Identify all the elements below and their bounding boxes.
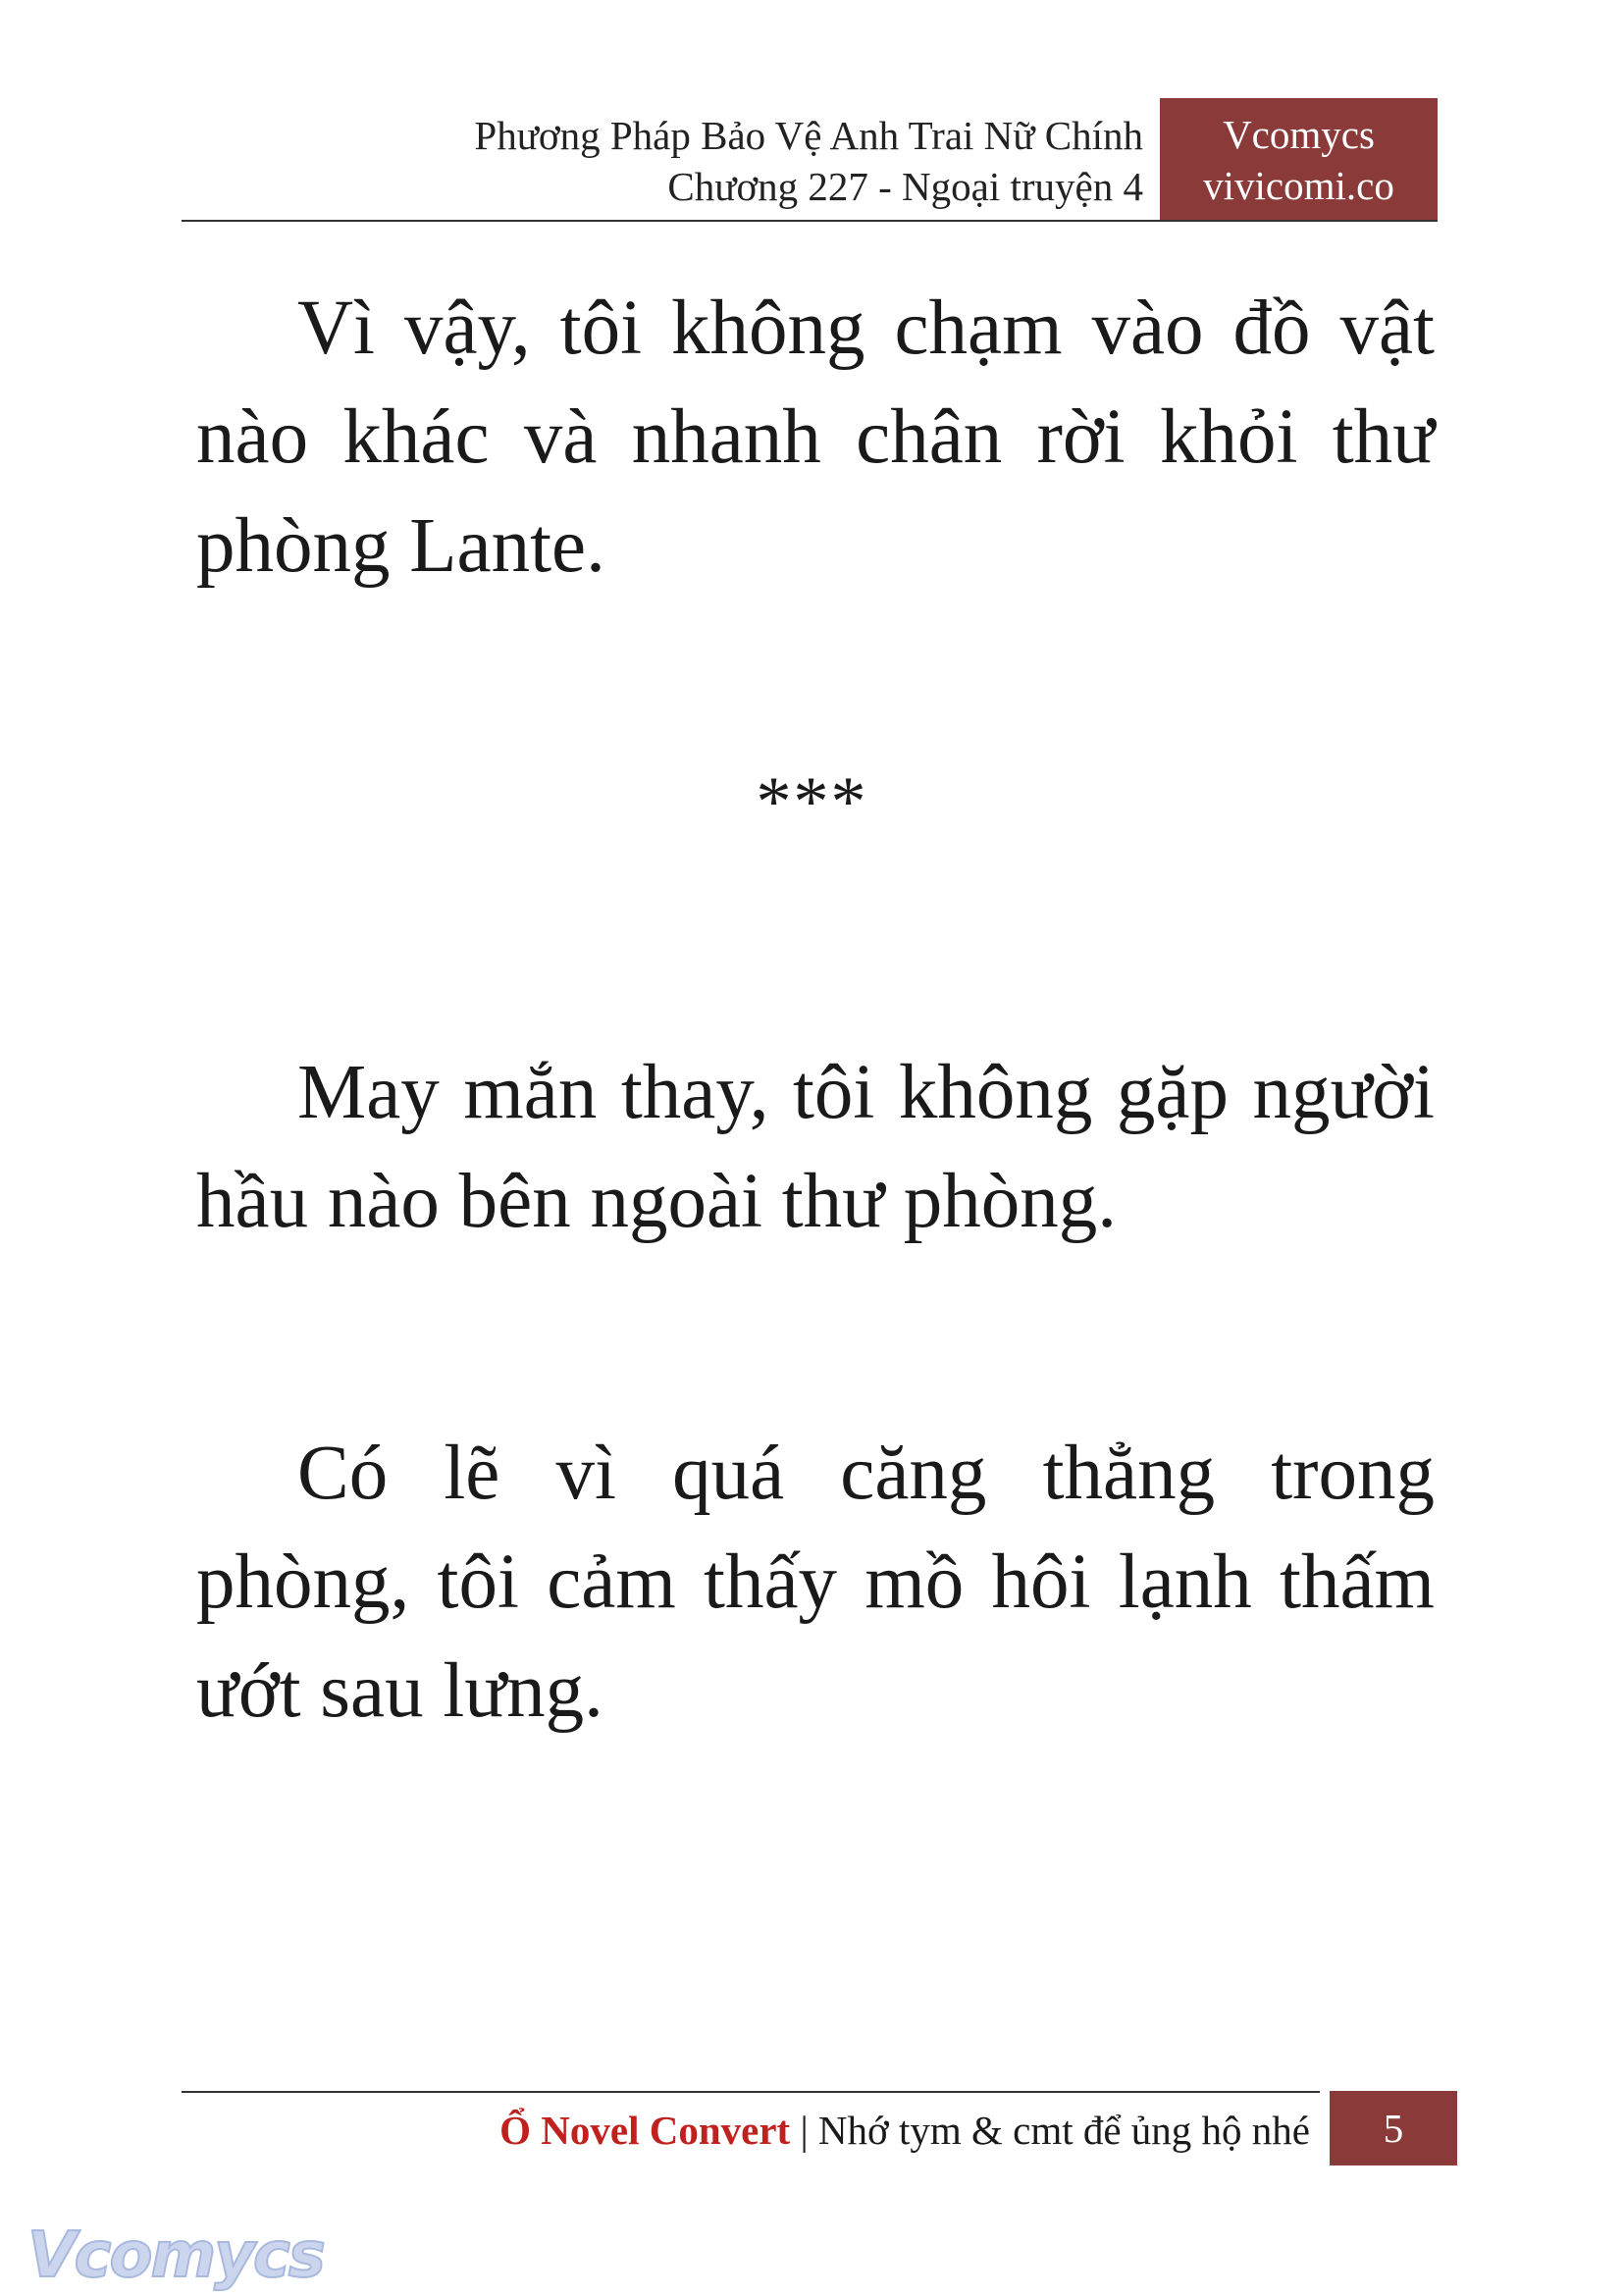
- footer-brand: Ổ Novel Convert: [499, 2108, 791, 2153]
- paragraph: Vì vậy, tôi không chạm vào đồ vật nào khác và nhanh chân rời khỏi thư phòng Lante.: [196, 286, 1435, 589]
- paragraph-3-block: [196, 1419, 1435, 1746]
- page-footer: [182, 2091, 1457, 2165]
- scene-separator: ***: [756, 762, 868, 841]
- paragraph: Có lẽ vì quá căng thẳng trong phòng, tôi cảm thấy mồ hôi lạnh thấm ướt sau lưng.: [196, 1431, 1435, 1734]
- chapter-title: Chương 227 - Ngoại truyện 4: [667, 164, 1143, 209]
- footer-divider: [182, 2091, 1320, 2093]
- paragraph: May mắn thay, tôi không gặp người hầu nào bên ngoài thư phòng.: [196, 1050, 1435, 1244]
- paragraph-1-block: [196, 274, 1435, 600]
- book-title: Phương Pháp Bảo Vệ Anh Trai Nữ Chính: [474, 113, 1143, 158]
- header-divider: [182, 220, 1438, 222]
- brand-name: Vcomycs: [1223, 112, 1375, 157]
- footer-message: Nhớ tym & cmt để ủng hộ nhé: [817, 2108, 1310, 2153]
- site-url: vivicomi.co: [1203, 163, 1394, 208]
- header-titles: [474, 110, 1143, 212]
- page-header: [182, 98, 1438, 222]
- header-brand-box: [1160, 98, 1438, 220]
- footer-text: [499, 2101, 1310, 2160]
- watermark-logo: Vcomycs: [27, 2219, 324, 2292]
- paragraph-2-block: [196, 1038, 1435, 1256]
- footer-separator: |: [790, 2108, 818, 2153]
- page-number: 5: [1330, 2091, 1457, 2165]
